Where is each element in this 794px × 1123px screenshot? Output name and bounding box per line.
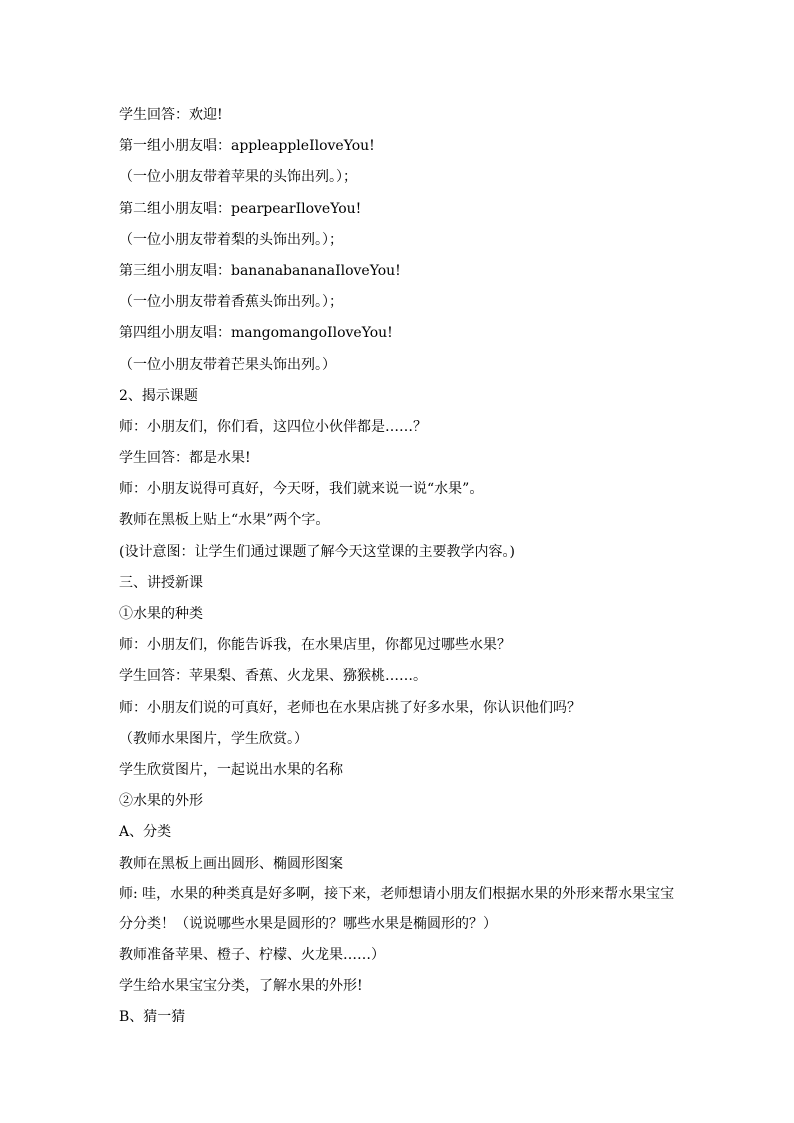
text-line: 学生欣赏图片，一起说出水果的名称 xyxy=(119,761,343,778)
text-line: 第三组小朋友唱：bananabananaIloveYou! xyxy=(119,262,401,279)
text-line: 学生给水果宝宝分类，了解水果的外形! xyxy=(119,978,363,995)
text-line: 师：小朋友说得可真好，今天呀，我们就来说一说“水果”。 xyxy=(119,481,484,498)
text-line: 分分类！（说说哪些水果是圆形的？哪些水果是椭圆形的？） xyxy=(119,915,497,932)
text-line: 学生回答：苹果梨、香蕉、火龙果、猕猴桃……。 xyxy=(119,668,427,685)
subsection-heading: B、猜一猜 xyxy=(119,1009,186,1026)
text-line: 教师准备苹果、橙子、柠檬、火龙果……） xyxy=(119,946,385,963)
text-line: 师：小朋友们，你能告诉我，在水果店里，你都见过哪些水果？ xyxy=(119,637,511,654)
text-line: （一位小朋友带着苹果的头饰出列。）； xyxy=(119,169,357,186)
text-line: 师: 哇，水果的种类真是好多啊，接下来，老师想请小朋友们根据水果的外形来帮水果宝宝 xyxy=(119,885,675,902)
subsection-heading: ①水果的种类 xyxy=(119,606,203,622)
document-body xyxy=(119,100,699,1033)
text-line: （一位小朋友带着芒果头饰出列。） xyxy=(119,356,336,373)
text-line: 学生回答：都是水果! xyxy=(119,450,251,467)
text-line: 教师在黑板上画出圆形、椭圆形图案 xyxy=(119,855,343,872)
text-line: 第二组小朋友唱：pearpearIloveYou! xyxy=(119,200,362,217)
section-heading: 2、揭示课题 xyxy=(119,387,198,404)
text-line: 教师在黑板上贴上“水果”两个字。 xyxy=(119,512,330,529)
text-line: 第一组小朋友唱：appleappleIloveYou! xyxy=(119,138,375,155)
text-line: （一位小朋友带着香蕉头饰出列。）； xyxy=(119,294,343,311)
subsection-heading: A、分类 xyxy=(119,824,172,841)
text-line: 第四组小朋友唱：mangomangoIloveYou! xyxy=(119,325,393,342)
text-line: (设计意图：让学生们通过课题了解今天这堂课的主要教学内容。) xyxy=(119,543,515,560)
text-line: （教师水果图片，学生欣赏。） xyxy=(119,730,308,747)
section-heading: 三、讲授新课 xyxy=(119,574,203,591)
text-line: 学生回答：欢迎! xyxy=(119,107,223,123)
subsection-heading: ②水果的外形 xyxy=(119,793,203,810)
text-line: 师：小朋友们说的可真好，老师也在水果店挑了好多水果，你认识他们吗？ xyxy=(119,699,581,716)
text-line: 师：小朋友们，你们看，这四位小伙伴都是……？ xyxy=(119,418,427,435)
text-line: （一位小朋友带着梨的头饰出列。）； xyxy=(119,231,343,248)
